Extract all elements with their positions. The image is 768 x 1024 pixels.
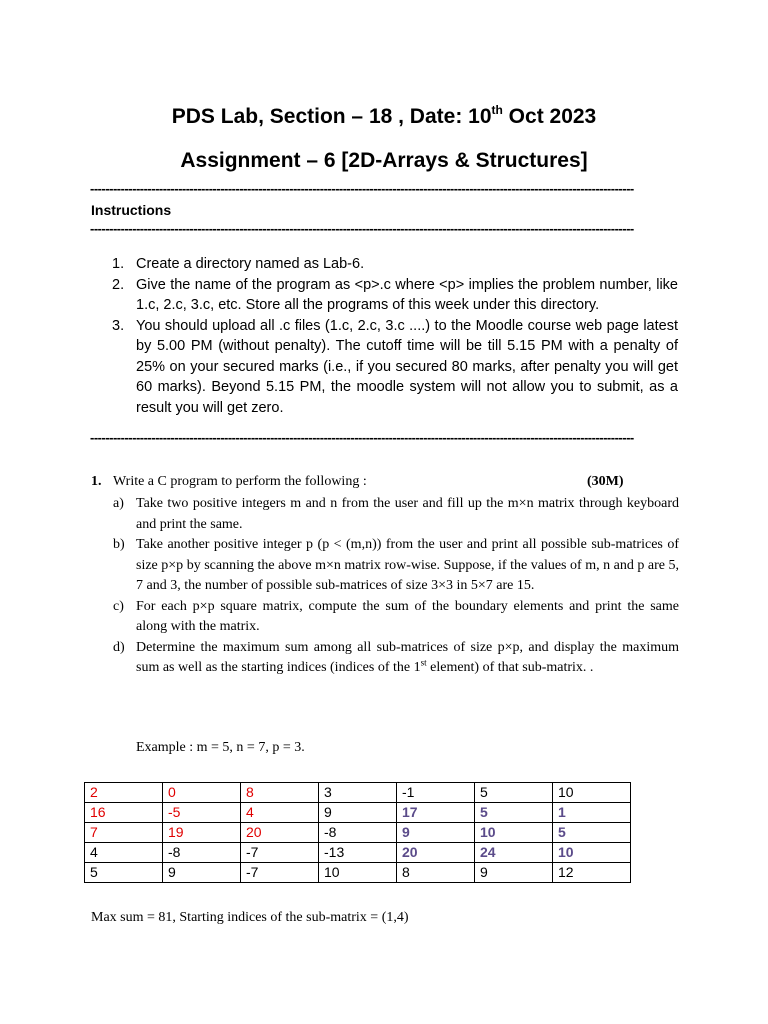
question-marks: (30M) xyxy=(587,474,624,489)
matrix-cell: -7 xyxy=(241,843,319,863)
part-text: Take two positive integers m and n from the user and fill up the m×n matrix through keyboard and print the same. xyxy=(136,496,679,532)
matrix-cell: 5 xyxy=(475,803,553,823)
matrix-cell: 0 xyxy=(163,783,241,803)
matrix-cell: 10 xyxy=(553,843,631,863)
matrix-cell: 24 xyxy=(475,843,553,863)
question-parts xyxy=(91,494,679,679)
instruction-number: 3. xyxy=(112,317,125,334)
matrix-cell: 17 xyxy=(397,803,475,823)
part-label: d) xyxy=(113,639,125,655)
matrix-row xyxy=(85,803,631,823)
separator-line: ---------------------------------------------------------------------------------------------------------------------------------------------- xyxy=(90,431,634,445)
question-part xyxy=(91,638,679,679)
matrix-cell: 8 xyxy=(241,783,319,803)
title-text: PDS Lab, Section – 18 , Date: 10 xyxy=(171,105,492,128)
matrix-cell: 4 xyxy=(85,843,163,863)
matrix-row xyxy=(85,843,631,863)
part-label: a) xyxy=(113,496,124,511)
question-part xyxy=(91,494,679,535)
matrix-cell: 19 xyxy=(163,823,241,843)
instruction-item xyxy=(112,254,678,275)
matrix-cell: 4 xyxy=(241,803,319,823)
matrix-cell: 20 xyxy=(241,823,319,843)
part-superscript: st xyxy=(420,657,427,668)
matrix-cell: 1 xyxy=(553,803,631,823)
matrix-cell: 7 xyxy=(85,823,163,843)
example-text: Example : m = 5, n = 7, p = 3. xyxy=(136,740,305,755)
instruction-item xyxy=(112,275,678,316)
instruction-item xyxy=(112,316,678,419)
assignment-title: Assignment – 6 [2D-Arrays & Structures] xyxy=(180,149,588,172)
matrix-cell: 12 xyxy=(553,863,631,883)
instructions-list xyxy=(112,254,678,418)
part-label: c) xyxy=(113,598,124,614)
matrix-cell: -8 xyxy=(163,843,241,863)
separator-line: ---------------------------------------------------------------------------------------------------------------------------------------------- xyxy=(90,182,634,196)
matrix-row xyxy=(85,823,631,843)
matrix-cell: 5 xyxy=(85,863,163,883)
matrix-cell: 9 xyxy=(163,863,241,883)
matrix-cell: -8 xyxy=(319,823,397,843)
example-matrix-table xyxy=(84,782,631,883)
instructions-heading: Instructions xyxy=(91,202,172,218)
title-date-text: Oct 2023 xyxy=(502,105,597,128)
instruction-number: 1. xyxy=(112,256,125,272)
matrix-cell: -1 xyxy=(397,783,475,803)
question-number: 1. xyxy=(91,474,102,489)
matrix-cell: 10 xyxy=(553,783,631,803)
matrix-cell: 8 xyxy=(397,863,475,883)
title-superscript: th xyxy=(491,103,503,117)
instruction-text: Create a directory named as Lab-6. xyxy=(136,256,365,272)
instruction-text: You should upload all .c files (1.c, 2.c, 3.c ....) to the Moodle course web page latest by 5.00 PM (without penalty). The cutoff time will be till 5.15 PM with a penalty of 25% on your secured marks (i.e., if you secured 80 marks, after penalty you will get 60 marks). Beyond 5.15 PM, the moodle system will not allow you to submit, as a result you will get zero. xyxy=(136,317,678,416)
separator-line: ---------------------------------------------------------------------------------------------------------------------------------------------- xyxy=(90,222,634,236)
part-label: b) xyxy=(113,537,125,552)
matrix-cell: 20 xyxy=(397,843,475,863)
page-title xyxy=(0,105,768,129)
matrix-cell: 16 xyxy=(85,803,163,823)
matrix-cell: 9 xyxy=(319,803,397,823)
matrix-cell: -5 xyxy=(163,803,241,823)
question-text: Write a C program to perform the following : xyxy=(113,474,367,489)
part-text: For each p×p square matrix, compute the sum of the boundary elements and print the same along with the matrix. xyxy=(136,598,679,634)
matrix-cell: 10 xyxy=(475,823,553,843)
matrix-cell: -7 xyxy=(241,863,319,883)
matrix-cell: 3 xyxy=(319,783,397,803)
matrix-cell: 2 xyxy=(85,783,163,803)
matrix-cell: 5 xyxy=(475,783,553,803)
result-text: Max sum = 81, Starting indices of the sub-matrix = (1,4) xyxy=(91,910,409,925)
matrix-row xyxy=(85,783,631,803)
matrix-cell: 9 xyxy=(475,863,553,883)
question-part xyxy=(91,535,679,597)
matrix-cell: 5 xyxy=(553,823,631,843)
matrix-cell: 9 xyxy=(397,823,475,843)
question-part xyxy=(91,597,679,638)
matrix-row xyxy=(85,863,631,883)
matrix-body xyxy=(85,783,631,883)
part-text: Determine the maximum sum among all sub-matrices of size p×p, and display the maximum sum as well as the starting indices (indices of the 1 xyxy=(136,639,679,675)
matrix-cell: -13 xyxy=(319,843,397,863)
instruction-number: 2. xyxy=(112,276,125,293)
question-header xyxy=(91,472,679,494)
question-1 xyxy=(91,472,679,679)
matrix-cell: 10 xyxy=(319,863,397,883)
part-text: Take another positive integer p (p < (m,n)) from the user and print all possible sub-matrices of size p×p by scanning the above m×n matrix row-wise. Suppose, if the values of m, n and p are 5, 7 and 3, the number of possible sub-matrices of size 3×3 in 5×7 are 15. xyxy=(136,537,679,593)
part-text-end: element) of that sub-matrix. . xyxy=(426,660,594,675)
instruction-text: Give the name of the program as <p>.c where <p> implies the problem number, like 1.c, 2.c, 3.c, etc. Store all the programs of this week under this directory. xyxy=(136,276,678,313)
